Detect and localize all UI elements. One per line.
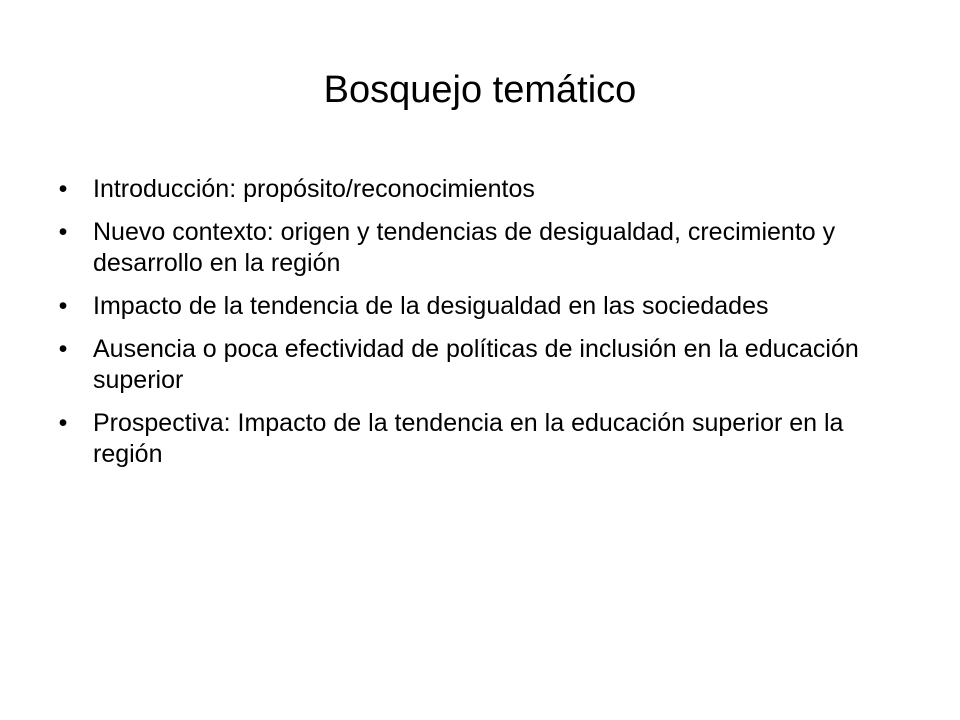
bullet-dot-icon: • (58, 335, 68, 363)
bullet-item (48, 408, 908, 470)
bullet-text: Nuevo contexto: origen y tendencias de desigualdad, crecimiento y desarrollo en la región (93, 218, 836, 277)
bullet-item (48, 174, 908, 205)
bullet-item (48, 217, 908, 279)
bullet-dot-icon: • (58, 218, 68, 246)
bullet-text: Introducción: propósito/reconocimientos (93, 175, 535, 203)
bullet-text: Impacto de la tendencia de la desigualdad en las sociedades (93, 292, 769, 320)
bullet-dot-icon: • (58, 409, 68, 437)
slide-title: Bosquejo temático (323, 69, 637, 111)
bullet-text: Ausencia o poca efectividad de políticas de inclusión en la educación superior (93, 335, 859, 394)
bullet-dot-icon: • (58, 175, 68, 203)
bullet-text: Prospectiva: Impacto de la tendencia en la educación superior en la región (93, 409, 844, 468)
bullet-item (48, 334, 908, 396)
bullet-item (48, 291, 908, 322)
bullet-dot-icon: • (58, 292, 68, 320)
bullet-list (48, 174, 908, 482)
